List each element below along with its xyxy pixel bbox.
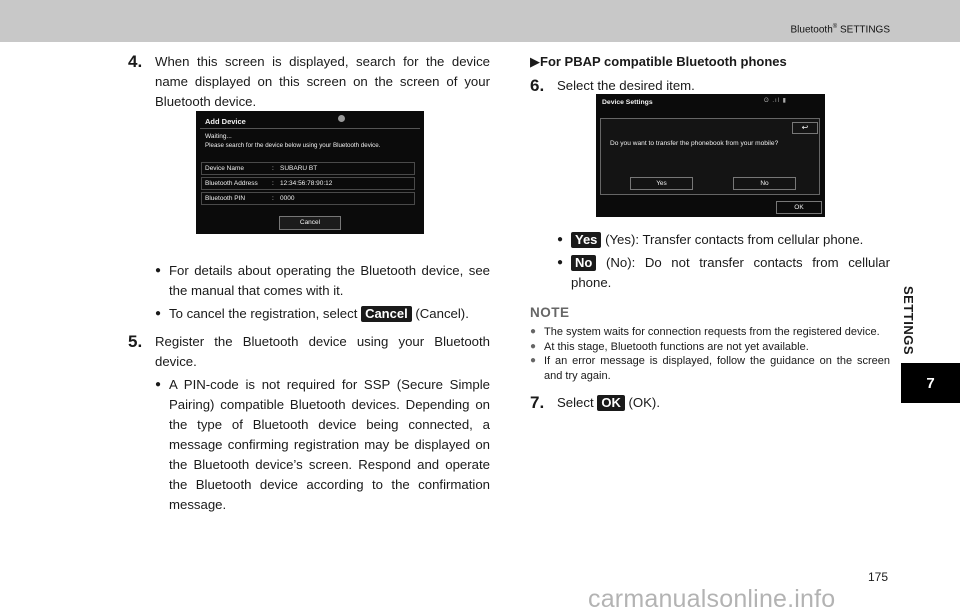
row-value: 12:34:56:78:90:12: [280, 180, 333, 187]
row-label: Device Name: [205, 165, 245, 172]
yes-button[interactable]: Yes: [630, 177, 693, 190]
ok-button-label: OK: [597, 395, 625, 411]
header-title-suffix: SETTINGS: [837, 24, 890, 36]
step-7: [530, 393, 890, 413]
cancel-button-label: Cancel: [361, 306, 412, 322]
note-item: ● If an error message is displayed, follow the guidance on the screen and try again.: [530, 354, 890, 383]
step-text: Select the desired item.: [557, 78, 695, 93]
bullet-item: [155, 261, 490, 301]
note-box: [530, 303, 890, 383]
row-value: 0000: [280, 195, 295, 202]
bluetooth-address-row: [201, 177, 415, 190]
step-text: Register the Bluetooth device using your Bluetooth device.: [155, 334, 490, 369]
back-button[interactable]: ↩: [792, 122, 818, 134]
note-list: [530, 325, 890, 383]
step-text: [557, 393, 660, 413]
running-header: [791, 24, 890, 35]
row-colon: :: [272, 195, 274, 202]
dialog-question: Do you want to transfer the phonebook from your mobile?: [610, 140, 779, 147]
no-button[interactable]: No: [733, 177, 796, 190]
bullet-text: A PIN-code is not required for SSP (Secure Simple Pairing) compatible Bluetooth devices. Depending on the type of Bluetooth device being connected, a message confirming registration may be displayed on the Bluetooth device’s screen. Respond and operate the Bluetooth device according to the confirmation message.: [169, 377, 490, 512]
watermark: carmanualsonline.info: [588, 585, 836, 611]
bullet-text: (Cancel).: [411, 306, 469, 321]
cancel-button[interactable]: Cancel: [279, 216, 341, 230]
header-band: [0, 0, 960, 42]
screen-title: Device Settings: [602, 99, 653, 106]
status-icons: ʘ .ıl ▮: [764, 98, 787, 104]
section-tab-text: SETTINGS: [900, 285, 916, 355]
status-indicator-icon: [338, 115, 345, 122]
step4-bullets: [128, 261, 490, 324]
device-settings-screen: [596, 94, 825, 217]
bullet-text: To cancel the registration, select: [169, 306, 362, 321]
step-text-part: (OK).: [624, 395, 660, 410]
step-6: [530, 76, 890, 96]
screen-title: Add Device: [205, 117, 246, 126]
note-item: ● At this stage, Bluetooth functions are not yet available.: [530, 340, 890, 355]
step6-bullets: [530, 230, 890, 293]
step-text-part: Select: [557, 395, 598, 410]
bluetooth-pin-row: [201, 192, 415, 205]
bullet-item: [557, 253, 890, 293]
instruction-text: Please search for the device below using your Bluetooth device.: [205, 142, 381, 149]
note-title: NOTE: [530, 305, 570, 320]
yes-button-label: Yes: [571, 232, 601, 248]
note-item: ● The system waits for connection requests from the registered device.: [530, 325, 890, 340]
step-number: 6.: [530, 76, 545, 95]
step-number: 4.: [128, 52, 143, 71]
row-colon: :: [272, 180, 274, 187]
bullet-item: [557, 230, 890, 250]
no-button-label: No: [571, 255, 596, 271]
registered-mark: ®: [832, 24, 838, 30]
subsection-heading: ▶For PBAP compatible Bluetooth phones: [530, 54, 787, 69]
ok-button[interactable]: OK: [776, 201, 822, 214]
divider: [200, 128, 420, 129]
step-number: 7.: [530, 393, 545, 412]
row-label: Bluetooth Address: [205, 180, 258, 187]
row-value: SUBARU BT: [280, 165, 318, 172]
waiting-text: Waiting...: [205, 133, 232, 140]
bullet-text: (Yes): Transfer contacts from cellular phone.: [601, 232, 864, 247]
row-colon: :: [272, 165, 274, 172]
transfer-dialog: [600, 118, 820, 195]
bullet-text: For details about operating the Bluetooth device, see the manual that comes with it.: [169, 263, 490, 298]
header-title-text: Bluetooth: [790, 24, 833, 36]
step-4: [128, 52, 490, 112]
add-device-screen: [196, 111, 424, 234]
bullet-item: [155, 375, 490, 515]
step5-bullets: [128, 375, 490, 515]
row-label: Bluetooth PIN: [205, 195, 246, 202]
chapter-number-box: 7: [901, 363, 960, 403]
bullet-item: [155, 304, 490, 324]
page-number: 175: [868, 570, 889, 584]
step-text: When this screen is displayed, search for the device name displayed on this screen on the screen of your Bluetooth device.: [155, 54, 490, 109]
step-number: 5.: [128, 332, 143, 351]
step-5: [128, 332, 490, 372]
device-name-row: [201, 162, 415, 175]
bullet-text: (No): Do not transfer contacts from cellular phone.: [571, 255, 890, 290]
section-tab-label: [895, 280, 921, 360]
